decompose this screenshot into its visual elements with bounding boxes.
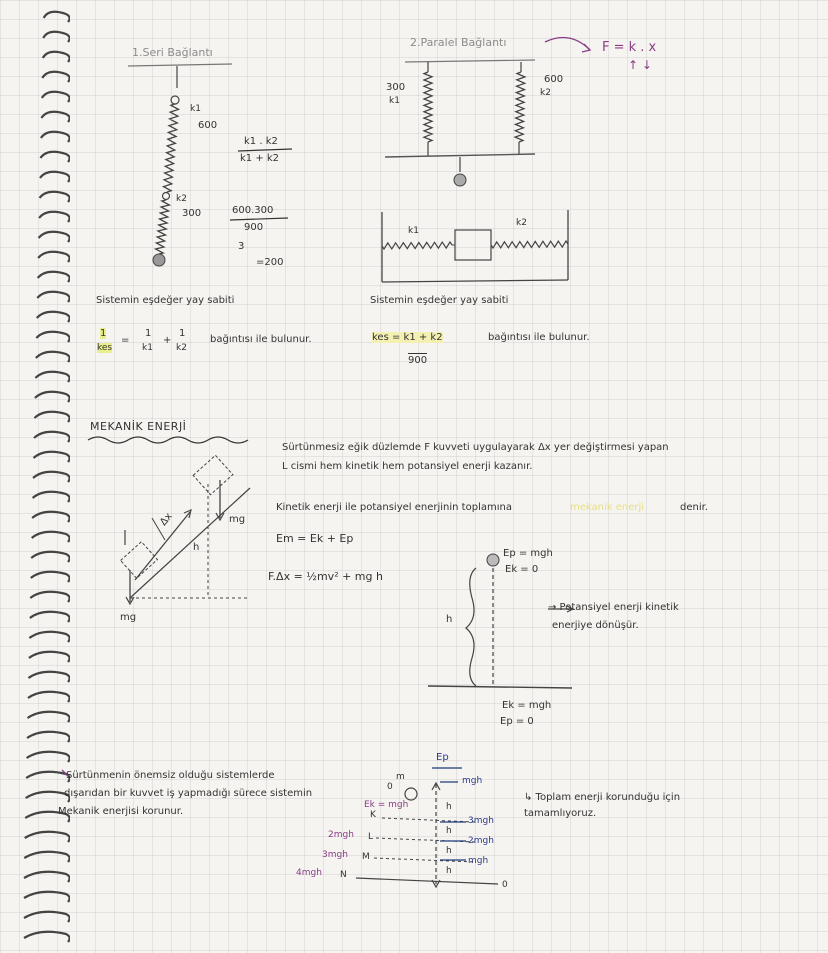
level-n-label: N bbox=[340, 870, 347, 880]
mech-paragraph-3a: Kinetik enerji ile potansiyel enerjinin toplamına bbox=[276, 502, 512, 513]
incline-mg-label: mg bbox=[120, 612, 137, 623]
ball-bottom-ep: Ep = 0 bbox=[500, 716, 534, 727]
mech-paragraph-1: Sürtünmesiz eğik düzlemde F kuvveti uygulayarak Δx yer değiştirmesi yapan bbox=[282, 442, 669, 453]
incline-dx-label: Δx bbox=[158, 511, 175, 528]
series-formula-denominator: k1 + k2 bbox=[240, 153, 280, 164]
parallel-caption: Sistemin eşdeğer yay sabiti bbox=[370, 295, 509, 306]
parallel-eq: kes = k1 + k2 bbox=[372, 332, 443, 343]
series-spring-diagram bbox=[128, 64, 292, 266]
ball-h-label: h bbox=[446, 614, 453, 625]
conservation-line-3: Mekanik enerjisi korunur. bbox=[58, 806, 184, 817]
mech-paragraph-2: L cismi hem kinetik hem potansiyel enerji kazanır. bbox=[282, 461, 533, 472]
incline-mg2-label: mg bbox=[229, 514, 246, 525]
parallel-k2-label: k2 bbox=[540, 88, 551, 98]
conservation-note-2: tamamlıyoruz. bbox=[524, 808, 597, 819]
level-right-4: mgh bbox=[468, 856, 489, 866]
levels-ep-header: Ep bbox=[436, 752, 449, 763]
level-right-5: 0 bbox=[502, 880, 508, 890]
level-right-3: 2mgh bbox=[468, 836, 494, 846]
conservation-note-1: ↳ Toplam enerji korunduğu için bbox=[524, 792, 681, 803]
series-caption: Sistemin eşdeğer yay sabiti bbox=[96, 295, 235, 306]
series-eq-suffix: bağıntısı ile bulunur. bbox=[210, 334, 312, 345]
series-eq-t2: 1 bbox=[179, 328, 186, 339]
parallel-eq-sum: 900 bbox=[408, 355, 428, 366]
series-k2-value: 300 bbox=[182, 208, 202, 219]
series-calc-numerator: 600.300 bbox=[232, 205, 274, 216]
ball-top-ep: Ep = mgh bbox=[503, 548, 553, 559]
parallel-k1-label: k1 bbox=[389, 96, 400, 106]
series-eq-t1-den: k1 bbox=[142, 343, 153, 353]
horizontal-k1-label: k1 bbox=[408, 226, 419, 236]
level-k-label: K bbox=[370, 810, 376, 820]
parallel-title: 2.Paralel Bağlantı bbox=[410, 36, 507, 49]
level-h-1: h bbox=[446, 802, 452, 812]
level-o-label: 0 bbox=[387, 782, 393, 792]
series-calc-result: =200 bbox=[256, 257, 284, 268]
series-k1-label: k1 bbox=[190, 104, 201, 114]
level-h-3: h bbox=[446, 846, 452, 856]
ball-bottom-ek: Ek = mgh bbox=[502, 700, 552, 711]
parallel-k2-value: 600 bbox=[544, 74, 564, 85]
series-k2-label: k2 bbox=[176, 194, 187, 204]
energy-conversion-note: → Potansiyel enerji kinetik bbox=[548, 602, 679, 613]
incline-h-label: h bbox=[193, 542, 200, 553]
hooke-law-note: F = k . x bbox=[602, 40, 657, 55]
series-eq-plus: + bbox=[163, 335, 172, 346]
level-left-4mgh: 4mgh bbox=[296, 868, 322, 878]
conservation-line-1: Sürtünmenin önemsiz olduğu sistemlerde bbox=[66, 770, 275, 781]
series-calc-three: 3 bbox=[238, 241, 245, 252]
level-l-label: L bbox=[368, 832, 374, 842]
conservation-line-2: dışarıdan bir kuvvet iş yapmadığı sürece sistemin bbox=[64, 788, 313, 799]
parallel-eq-suffix: bağıntısı ile bulunur. bbox=[488, 332, 590, 343]
level-h-4: h bbox=[446, 866, 452, 876]
level-h-2: h bbox=[446, 826, 452, 836]
series-eq-lhs-den: kes bbox=[97, 343, 113, 353]
series-title: 1.Seri Bağlantı bbox=[132, 46, 213, 59]
mechanical-energy-heading: MEKANİK ENERJİ bbox=[90, 420, 187, 433]
series-k1-value: 600 bbox=[198, 120, 218, 131]
level-left-3mgh: 3mgh bbox=[322, 850, 348, 860]
series-eq-t1: 1 bbox=[145, 328, 152, 339]
mech-heading-wave bbox=[88, 437, 248, 443]
series-formula-numerator: k1 . k2 bbox=[244, 136, 278, 147]
series-eq-equals: = bbox=[121, 335, 130, 346]
series-calc-denominator: 900 bbox=[244, 222, 264, 233]
mech-paragraph-3c: denir. bbox=[680, 502, 708, 513]
mech-equation-2: F.Δx = ½mv² + mg h bbox=[268, 570, 383, 583]
level-m2-label: M bbox=[362, 852, 370, 862]
series-eq-t2-den: k2 bbox=[176, 343, 187, 353]
level-ek-label: Ek = mgh bbox=[364, 800, 409, 810]
level-m-label: m bbox=[396, 772, 405, 782]
incline-diagram bbox=[121, 455, 250, 604]
ball-top-ek: Ek = 0 bbox=[505, 564, 539, 575]
level-right-2: 3mgh bbox=[468, 816, 494, 826]
energy-conversion-note-2: enerjiye dönüşür. bbox=[552, 620, 639, 631]
mech-equation-1: Em = Ek + Ep bbox=[276, 532, 354, 545]
hooke-arrows: ↑ ↓ bbox=[628, 58, 652, 72]
level-right-1: mgh bbox=[462, 776, 483, 786]
parallel-k1-value: 300 bbox=[386, 82, 406, 93]
mech-paragraph-3b-highlight: mekanik enerji bbox=[570, 502, 645, 513]
horizontal-k2-label: k2 bbox=[516, 218, 527, 228]
series-eq-lhs: 1 bbox=[100, 328, 107, 339]
level-left-2mgh: 2mgh bbox=[328, 830, 354, 840]
